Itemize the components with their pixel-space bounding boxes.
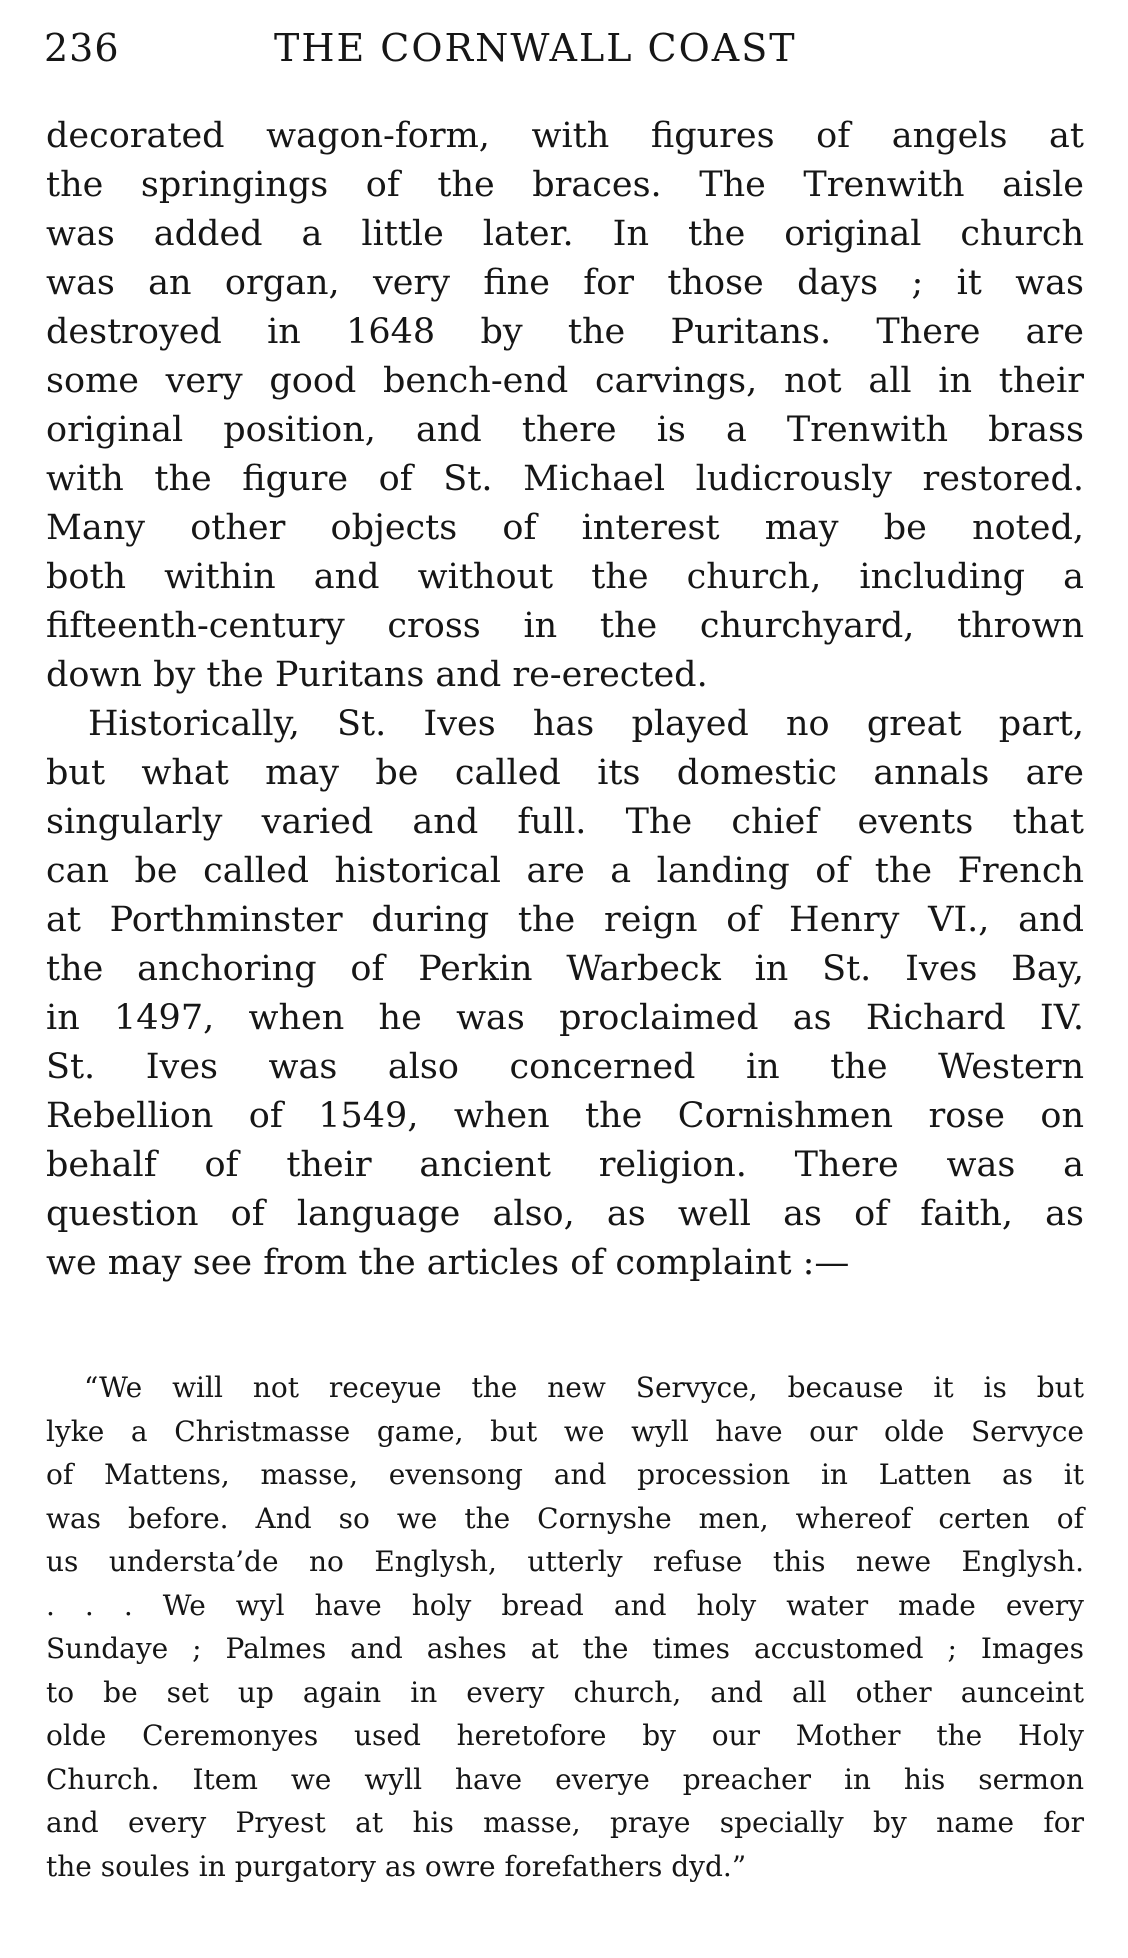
- text-line: we may see from the articles of complaint :—: [46, 1243, 850, 1283]
- block-quote: [46, 1366, 1084, 1888]
- quote-line: olde Ceremonyes used heretofore by our Mother the Holy: [46, 1719, 1084, 1752]
- text-line: Historically, St. Ives has played no great part,: [88, 704, 1084, 744]
- paragraph-1: [46, 112, 1084, 700]
- quote-line: Church. Item we wyll have everye preacher in his sermon: [46, 1762, 1084, 1796]
- text-line: decorated wagon-form, with figures of angels at: [46, 116, 1084, 156]
- text-line: at Porthminster during the reign of Henry VI., and: [46, 900, 1084, 940]
- text-line: Many other objects of interest may be noted,: [46, 508, 1084, 548]
- text-line: original position, and there is a Trenwith brass: [46, 410, 1084, 450]
- text-line: destroyed in 1648 by the Puritans. There are: [46, 312, 1084, 352]
- text-line: fifteenth-century cross in the churchyard, thrown: [46, 606, 1084, 646]
- running-title: THE CORNWALL COAST: [274, 26, 797, 70]
- text-line: down by the Puritans and re-erected.: [46, 655, 708, 695]
- quote-line: to be set up again in every church, and all other aunceint: [46, 1675, 1084, 1709]
- text-line: was added a little later. In the original church: [46, 214, 1084, 254]
- text-line: some very good bench-end carvings, not all in their: [46, 361, 1084, 401]
- quote-line: Sundaye ; Palmes and ashes at the times accustomed ; Images: [46, 1632, 1084, 1665]
- text-line: can be called historical are a landing of the French: [46, 851, 1084, 891]
- text-line: the anchoring of Perkin Warbeck in St. Ives Bay,: [46, 949, 1084, 989]
- text-line: in 1497, when he was proclaimed as Richard IV.: [46, 998, 1084, 1038]
- quote-line: lyke a Christmasse game, but we wyll have our olde Servyce: [46, 1414, 1084, 1448]
- quote-line: and every Pryest at his masse, praye specially by name for: [46, 1806, 1084, 1839]
- quote-line: of Mattens, masse, evensong and procession in Latten as it: [46, 1458, 1084, 1491]
- text-line: singularly varied and full. The chief events that: [46, 802, 1084, 842]
- text-line: both within and without the church, including a: [46, 557, 1084, 597]
- text-line: with the figure of St. Michael ludicrously restored.: [46, 459, 1084, 499]
- body-text: [46, 112, 1084, 1288]
- quote-line: us understa’de no Englysh, utterly refuse this newe Englysh.: [46, 1545, 1084, 1578]
- paragraph-2: [46, 700, 1084, 1288]
- text-line: Rebellion of 1549, when the Cornishmen rose on: [46, 1096, 1084, 1136]
- text-line: was an organ, very fine for those days ; it was: [46, 263, 1084, 303]
- text-line: but what may be called its domestic annals are: [46, 753, 1084, 793]
- text-line: the springings of the braces. The Trenwith aisle: [46, 165, 1084, 205]
- text-line: behalf of their ancient religion. There was a: [46, 1145, 1084, 1185]
- text-line: question of language also, as well as of faith, as: [46, 1194, 1084, 1234]
- quote-line: . . . We wyl have holy bread and holy water made every: [46, 1588, 1084, 1622]
- quote-line: “We will not receyue the new Servyce, because it is but: [84, 1371, 1084, 1404]
- page-number: 236: [44, 26, 120, 70]
- text-line: St. Ives was also concerned in the Western: [46, 1047, 1084, 1087]
- quote-line: the soules in purgatory as owre forefathers dyd.”: [46, 1849, 747, 1883]
- running-header: [44, 22, 1084, 74]
- quote-line: was before. And so we the Cornyshe men, whereof certen of: [46, 1501, 1084, 1535]
